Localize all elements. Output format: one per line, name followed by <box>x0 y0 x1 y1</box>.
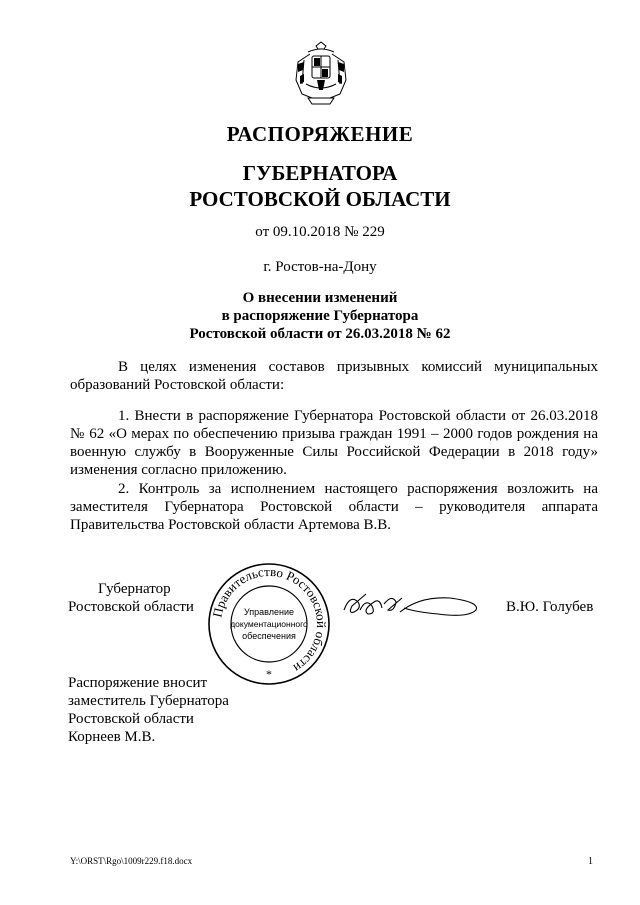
subject-line-3: Ростовской области от 26.03.2018 № 62 <box>189 326 451 342</box>
stamp-star-icon: * <box>266 667 272 681</box>
subject-line-1: О внесении изменений <box>242 290 398 306</box>
official-stamp <box>205 560 333 688</box>
introducer-block <box>68 674 229 746</box>
body-intro-paragraph: В целях изменения составов призывных комиссий муниципальных образований Ростовской области: <box>70 359 598 393</box>
document-city: г. Ростов-на-Дону <box>263 259 377 275</box>
introducer-line-2: заместитель Губернатора <box>68 693 229 709</box>
stamp-ring-text: Правительство Ростовской области <box>209 563 330 676</box>
document-type-title: РАСПОРЯЖЕНИЕ <box>226 122 414 146</box>
introducer-line-1: Распоряжение вносит <box>68 675 208 691</box>
issuer-line-2: РОСТОВСКОЙ ОБЛАСТИ <box>189 187 451 211</box>
issuer-title <box>0 160 640 212</box>
document-date-number: от 09.10.2018 № 229 <box>255 224 385 240</box>
body-item-2: 2. Контроль за исполнением настоящего распоряжения возложить на заместителя Губернатора Ростовской области – руководителя аппарата Правительства Ростовской области Артемова В.В. <box>70 481 598 533</box>
stamp-center-line-3: обеспечения <box>242 631 296 641</box>
rostov-oblast-coat-of-arms-icon <box>290 40 352 108</box>
signatory-position-line-1: Губернатор <box>98 581 171 597</box>
stamp-center-line-2: документационного <box>230 619 308 629</box>
footer-file-path: Y:\ORST\Rgo\1009r229.f18.docx <box>70 856 193 866</box>
footer-page-number: 1 <box>588 856 593 867</box>
introducer-line-3: Ростовской области <box>68 711 194 727</box>
subject-line-2: в распоряжение Губернатора <box>221 308 419 324</box>
issuer-line-1: ГУБЕРНАТОРА <box>242 161 398 185</box>
body-item-1: 1. Внести в распоряжение Губернатора Ростовской области от 26.03.2018 № 62 «О мерах по обеспечению призыва граждан 1991 – 2000 годов рождения на военную службу в Вооруженные Силы Российской Федерации в 2018 году» изменения согласно приложению. <box>70 408 598 478</box>
signatory-position-line-2: Ростовской области <box>68 599 194 615</box>
signatory-position <box>68 580 194 616</box>
document-subject <box>0 289 640 343</box>
stamp-center-line-1: Управление <box>243 607 295 617</box>
introducer-line-4: Корнеев М.В. <box>68 729 156 745</box>
signatory-name: В.Ю. Голубев <box>506 599 594 615</box>
handwritten-signature <box>340 580 490 630</box>
